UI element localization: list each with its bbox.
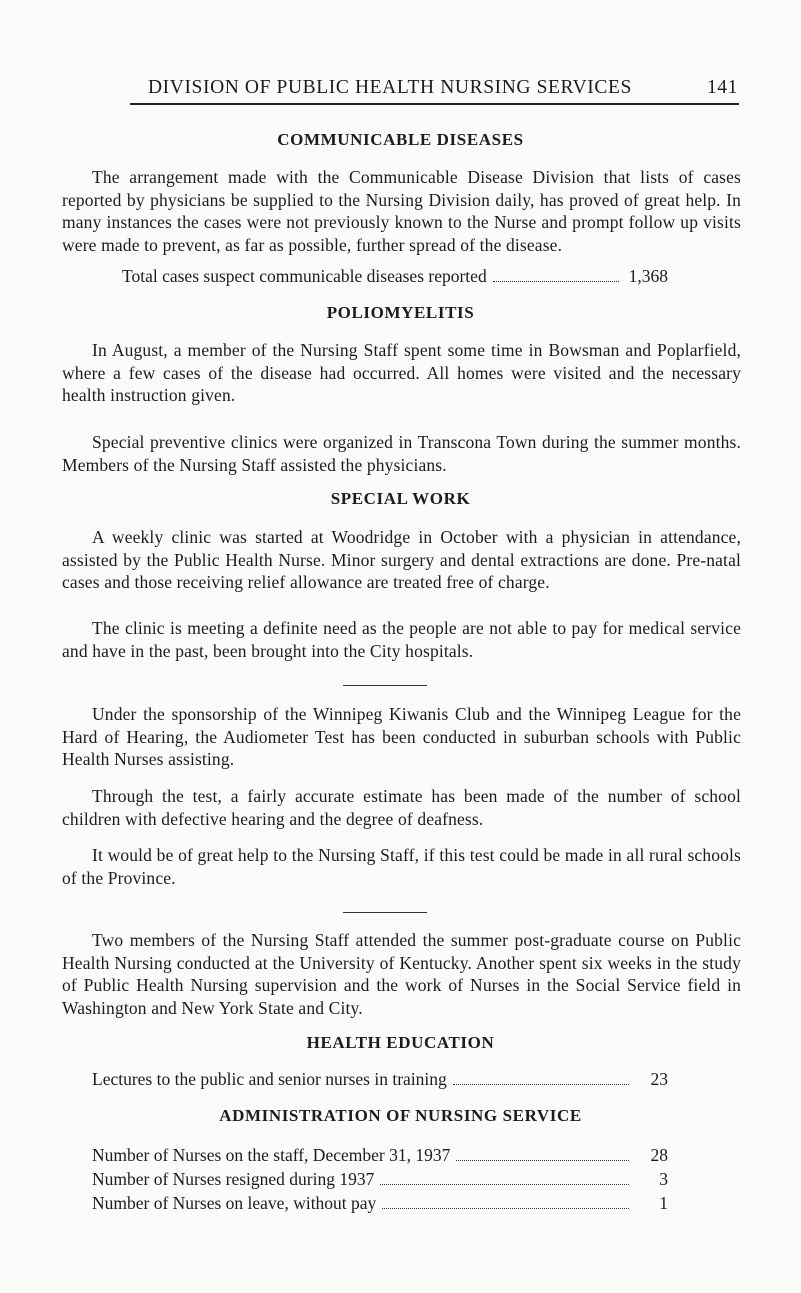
stat-value: 1 bbox=[659, 1193, 668, 1213]
dot-leader bbox=[380, 1183, 629, 1185]
stat-nurses-resigned bbox=[92, 1169, 637, 1192]
section-separator bbox=[343, 912, 427, 913]
header-rule bbox=[130, 103, 739, 105]
paragraph-special-5: It would be of great help to the Nursing Staff, if this test could be made in all rural schools of the Province. bbox=[62, 845, 741, 888]
dot-leader bbox=[493, 280, 619, 282]
stat-value: 28 bbox=[650, 1145, 668, 1165]
stat-label: Number of Nurses on the staff, December 31, 1937 bbox=[92, 1145, 451, 1165]
page-number: 141 bbox=[706, 77, 738, 98]
stat-nurses-on-leave bbox=[92, 1193, 637, 1216]
heading-poliomyelitis: POLIOMYELITIS bbox=[326, 303, 475, 322]
stat-nurses-on-staff bbox=[92, 1145, 637, 1168]
paragraph-special-6: Two members of the Nursing Staff attended the summer post-graduate course on Public Health Nursing conducted at the University of Kentucky. Another spent six weeks in the study of Public Health Nursing supervision and the work of Nurses in the Social Service field in Washington and New York State and City. bbox=[62, 930, 741, 1018]
paragraph-special-3: Under the sponsorship of the Winnipeg Kiwanis Club and the Winnipeg League for the Hard of Hearing, the Audiometer Test has been conducted in suburban schools with Public Health Nurses assisting. bbox=[62, 704, 741, 769]
paragraph-special-1: A weekly clinic was started at Woodridge in October with a physician in attendance, assisted by the Public Health Nurse. Minor surgery and dental extractions are done. Pre-natal cases and those receiving relief allowance are treated free of charge. bbox=[62, 527, 741, 592]
dot-leader bbox=[382, 1207, 629, 1209]
stat-label: Number of Nurses on leave, without pay bbox=[92, 1193, 377, 1213]
heading-communicable-diseases: COMMUNICABLE DISEASES bbox=[277, 130, 524, 149]
stat-value: 3 bbox=[659, 1169, 668, 1189]
running-title: DIVISION OF PUBLIC HEALTH NURSING SERVICES bbox=[148, 77, 632, 98]
paragraph-special-2: The clinic is meeting a definite need as the people are not able to pay for medical service and have in the past, been brought into the City hospitals. bbox=[62, 618, 741, 661]
dot-leader bbox=[453, 1083, 629, 1085]
paragraph-communicable: The arrangement made with the Communicable Disease Division that lists of cases reported by physicians be supplied to the Nursing Division daily, has proved of great help. In many instances the cases were not previously known to the Nurse and prompt follow up visits were made to prevent, as far as possible, further spread of the disease. bbox=[62, 167, 741, 255]
heading-administration: ADMINISTRATION OF NURSING SERVICE bbox=[219, 1106, 582, 1125]
section-separator bbox=[343, 685, 427, 686]
stat-value: 23 bbox=[650, 1069, 668, 1089]
heading-special-work: SPECIAL WORK bbox=[330, 489, 471, 508]
stat-label: Total cases suspect communicable diseases reported bbox=[122, 266, 487, 286]
stat-lectures bbox=[92, 1069, 637, 1092]
paragraph-polio-2: Special preventive clinics were organized in Transcona Town during the summer months. Members of the Nursing Staff assisted the physicians. bbox=[62, 432, 741, 475]
dot-leader bbox=[456, 1159, 629, 1161]
heading-health-education: HEALTH EDUCATION bbox=[306, 1033, 495, 1052]
stat-label: Lectures to the public and senior nurses in training bbox=[92, 1069, 447, 1089]
paragraph-special-4: Through the test, a fairly accurate estimate has been made of the number of school children with defective hearing and the degree of deafness. bbox=[62, 786, 741, 829]
paragraph-polio-1: In August, a member of the Nursing Staff spent some time in Bowsman and Poplarfield, where a few cases of the disease had occurred. All homes were visited and the necessary health instruction given. bbox=[62, 340, 741, 405]
running-head bbox=[148, 77, 738, 103]
stat-value: 1,368 bbox=[628, 266, 668, 286]
stat-communicable-reported bbox=[122, 266, 627, 289]
stat-label: Number of Nurses resigned during 1937 bbox=[92, 1169, 375, 1189]
